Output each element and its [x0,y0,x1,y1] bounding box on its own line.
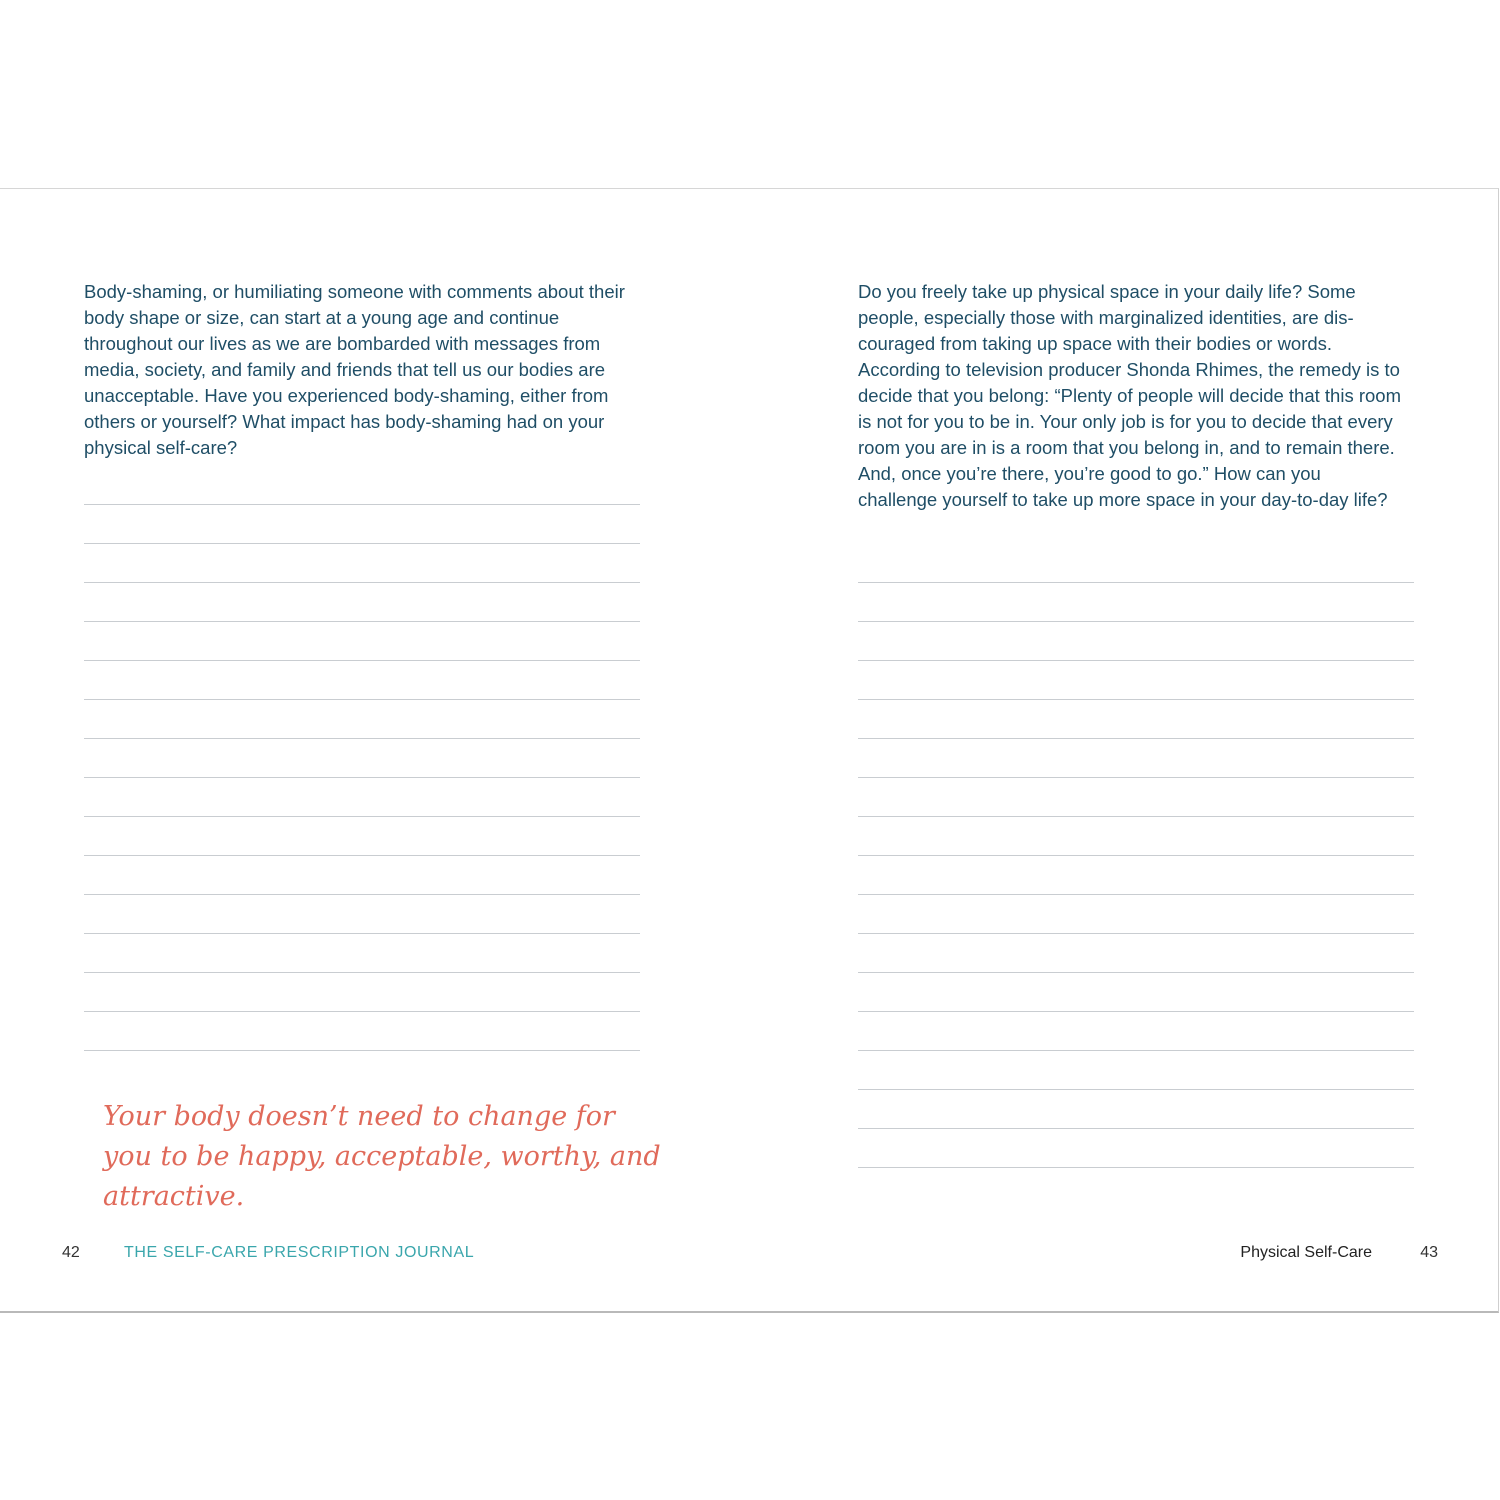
writing-line[interactable] [858,699,1414,700]
left-page-prompt: Body-shaming, or humiliating someone with comments about their body shape or size, can start at a young age and continue throughout our lives as we are bombarded with messages from media, society, and family and friends that tell us our bodies are unacceptable. Have you experienced body-shaming, either from others or yourself? What impact has body-shaming had on your physical self-care? [84,281,625,458]
writing-line[interactable] [858,621,1414,622]
writing-line[interactable] [858,660,1414,661]
writing-line[interactable] [858,777,1414,778]
writing-line[interactable] [858,1167,1414,1168]
journal-spread [0,188,1499,1313]
writing-line[interactable] [858,816,1414,817]
writing-line[interactable] [84,777,640,778]
writing-line[interactable] [858,855,1414,856]
writing-line[interactable] [84,504,640,505]
right-page-prompt: Do you freely take up physical space in your daily life? Some people, especially those with marginalized identities, are discouraged from taking up space with their bodies or words. According to television producer Shonda Rhimes, the remedy is to decide that you belong: “Plenty of people will decide that this room is not for you to be in. Your only job is for you to decide that every room you are in is a room that you belong in, and to remain there. And, once you’re there, you’re good to go.” How can you challenge yourself to take up more space in your day-to-day life? [858,281,1401,510]
writing-line[interactable] [84,972,640,973]
writing-line[interactable] [84,1011,640,1012]
section-title: Physical Self-Care [1240,1244,1372,1261]
writing-line[interactable] [84,543,640,544]
writing-line[interactable] [84,1050,640,1051]
writing-line[interactable] [858,1128,1414,1129]
writing-line[interactable] [84,582,640,583]
left-page-number: 42 [62,1244,80,1261]
left-page-quote: Your body doesn’t need to change for you to be happy, acceptable, worthy, and attractive. [103,1101,661,1212]
writing-line[interactable] [858,894,1414,895]
writing-line[interactable] [858,1011,1414,1012]
running-title: THE SELF-CARE PRESCRIPTION JOURNAL [124,1244,475,1261]
writing-line[interactable] [858,738,1414,739]
writing-line[interactable] [858,582,1414,583]
writing-line[interactable] [84,660,640,661]
writing-line[interactable] [858,1089,1414,1090]
right-page-number: 43 [1420,1244,1438,1261]
writing-line[interactable] [84,699,640,700]
writing-line[interactable] [84,933,640,934]
writing-line[interactable] [858,1050,1414,1051]
writing-line[interactable] [84,855,640,856]
writing-line[interactable] [858,933,1414,934]
writing-line[interactable] [84,894,640,895]
writing-line[interactable] [84,738,640,739]
writing-line[interactable] [84,816,640,817]
writing-line[interactable] [84,621,640,622]
writing-line[interactable] [858,972,1414,973]
